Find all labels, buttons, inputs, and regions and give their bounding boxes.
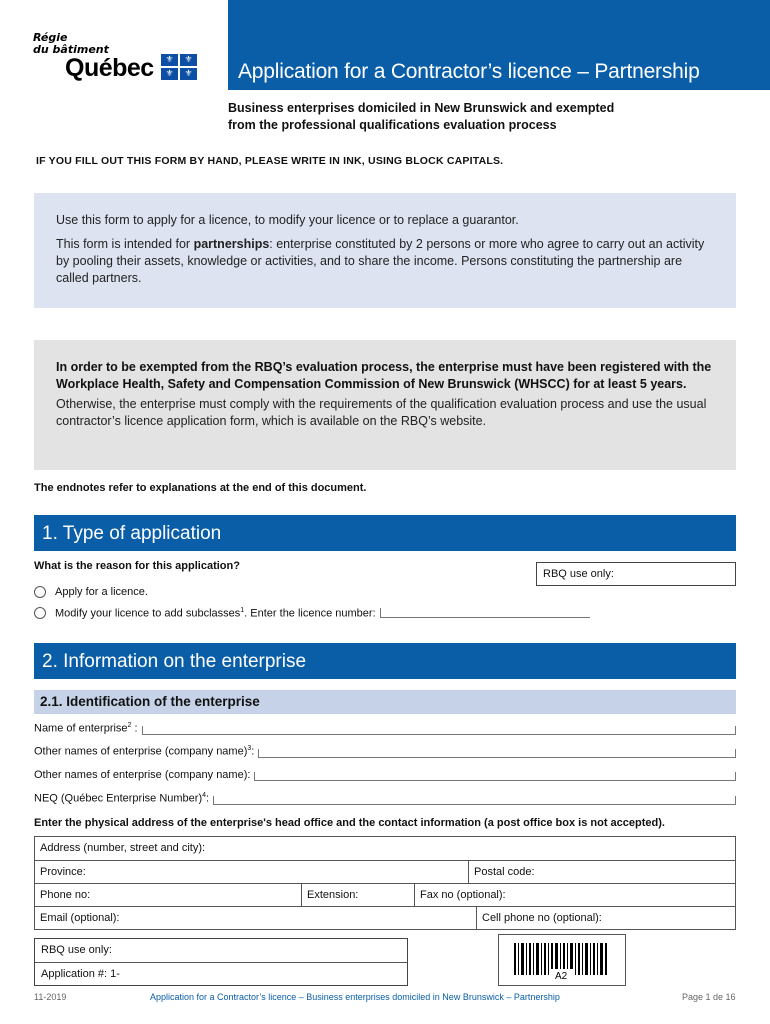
application-number-label: Application #: 1- (35, 962, 407, 985)
field-label: Other names of enterprise (company name): (34, 769, 251, 781)
address-field[interactable]: Address (number, street and city): (40, 842, 206, 854)
option-modify-licence[interactable] (34, 607, 590, 620)
barcode-icon (514, 943, 610, 981)
field-label: Name of enterprise$^2$ : (34, 722, 138, 735)
fax-field[interactable]: Fax no (optional): (414, 884, 735, 906)
enterprise-name-input[interactable] (142, 726, 736, 735)
neq-input[interactable] (213, 796, 736, 805)
exemption-bold-text: In order to be exempted from the RBQ’s evaluation process, the enterprise must have been registered with the Workplace Health, Safety and Compensation Commission of New Brunswick (WHSCC) for at least 5 years. (56, 360, 712, 391)
subtitle-line-2: from the professional qualifications evaluation process (228, 118, 557, 132)
radio-button[interactable] (34, 586, 46, 598)
field-label: Other names of enterprise (company name)$^3$: (34, 745, 255, 758)
title-bar (228, 0, 770, 90)
email-field[interactable]: Email (optional): (40, 912, 120, 924)
phone-field[interactable]: Phone no: (40, 889, 91, 901)
footer-page-number: Page 1 de 16 (682, 992, 736, 1002)
cell-phone-field[interactable]: Cell phone no (optional): (476, 907, 735, 929)
barcode-label: A2 (555, 971, 568, 981)
field-label: NEQ (Québec Enterprise Number)$^4$: (34, 792, 210, 805)
address-table (34, 836, 736, 930)
footer-date: 11-2019 (34, 992, 67, 1002)
footer-title: Application for a Contractor’s licence – Business enterprises domiciled in New Brunswick – Partnership (150, 992, 560, 1002)
rbq-use-only-label: RBQ use only: (41, 944, 112, 956)
exemption-box (34, 340, 736, 470)
quebec-flag-icon: ⚜ ⚜ ⚜ ⚜ (161, 54, 197, 80)
address-instruction: Enter the physical address of the enterprise's head office and the contact information (a post office box is not accepted). (34, 817, 665, 829)
neq-field[interactable] (34, 792, 736, 805)
section-1-header: 1. Type of application (34, 515, 736, 551)
radio-button[interactable] (34, 607, 46, 619)
other-names-input-2[interactable] (254, 772, 736, 781)
other-names-field-1[interactable] (34, 745, 736, 758)
other-names-field-2[interactable] (34, 769, 736, 781)
subtitle-line-1: Business enterprises domiciled in New Brunswick and exempted (228, 101, 615, 115)
extension-field[interactable]: Extension: (301, 884, 414, 906)
enterprise-name-field[interactable] (34, 722, 736, 735)
logo-quebec-wordmark: Québec (65, 54, 154, 82)
rbq-use-only-label: RBQ use only: (543, 568, 614, 580)
other-names-input-1[interactable] (258, 749, 736, 758)
page-title: Application for a Contractor’s licence – Partnership (238, 60, 700, 83)
handwrite-note: IF YOU FILL OUT THIS FORM BY HAND, PLEASE WRITE IN INK, USING BLOCK CAPITALS. (36, 155, 504, 167)
section-2-1-header: 2.1. Identification of the enterprise (34, 690, 736, 714)
section-2-header: 2. Information on the enterprise (34, 643, 736, 679)
endnotes-note: The endnotes refer to explanations at the end of this document. (34, 482, 367, 494)
licence-number-input[interactable] (380, 608, 590, 618)
exemption-normal-text: Otherwise, the enterprise must comply with the requirements of the qualification evaluation process and use the usual contractor’s licence application form, which is available on the RBQ’s website. (56, 397, 707, 428)
logo-line-1: Régie (33, 31, 68, 44)
option-label: Modify your licence to add subclasses$^1$. Enter the licence number: (55, 607, 376, 620)
page-subtitle (228, 100, 668, 134)
intro-box (34, 193, 736, 308)
rbq-use-only-box-2 (34, 938, 408, 986)
province-field[interactable]: Province: (40, 866, 86, 878)
rbq-use-only-box-1 (536, 562, 736, 586)
rbq-logo (33, 32, 203, 88)
reason-question: What is the reason for this application? (34, 560, 240, 572)
postal-code-field[interactable]: Postal code: (468, 861, 735, 883)
logo-line-2: du bâtiment (33, 43, 109, 56)
option-label: Apply for a licence. (55, 586, 148, 598)
intro-paragraph-1: Use this form to apply for a licence, to modify your licence or to replace a guarantor. (56, 213, 519, 227)
option-apply-licence[interactable] (34, 586, 148, 598)
intro-paragraph-2: This form is intended for partnerships: enterprise constituted by 2 persons or more who agree to carry out an activity by pooling their assets, knowledge or activities, and to share the income. Persons constituting the partnership are called partners. (56, 237, 705, 285)
